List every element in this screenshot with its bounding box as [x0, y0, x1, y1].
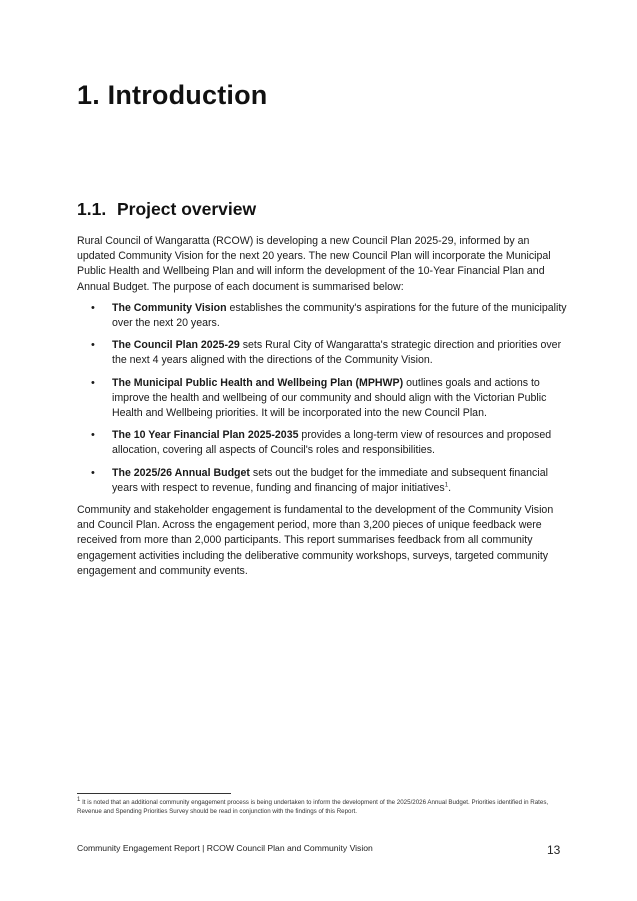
list-item	[77, 466, 567, 496]
list-item-bold: The Council Plan 2025-29	[112, 339, 240, 352]
list-item	[77, 428, 567, 458]
footnote-text: It is noted that an additional community engagement process is being undertaken to inform the development of the 2025/2026 Annual Budget. Priorities identified in Rates, Revenue and Spending Priorities Survey should be read in conjunction with the findings of this Report.	[77, 799, 549, 816]
bullet-icon: •	[91, 301, 95, 314]
intro-paragraph: Rural Council of Wangaratta (RCOW) is developing a new Council Plan 2025-29, informed by an updated Community Vision for the next 20 years. The new Council Plan will incorporate the Municipal Public Health and Wellbeing Plan and will inform the development of the 10-Year Financial Plan and Annual Budget. The purpose of each document is summarised below:	[77, 235, 551, 293]
list-item	[77, 376, 567, 422]
page-number: 13	[547, 843, 561, 857]
list-item-tail: .	[448, 481, 452, 494]
footnote-marker: 1	[77, 796, 81, 803]
closing-paragraph: Community and stakeholder engagement is fundamental to the development of the Community Vision and Council Plan. Across the engagement period, more than 3,200 pieces of unique feedback were received from more than 2,000 participants. This report summarises feedback from all community engagement activities including the deliberative community workshops, surveys, targeted community engagement and community events.	[77, 504, 554, 577]
list-item-text: provides a long-term view of resources and proposed allocation, covering all aspects of Council's roles and responsibilities.	[112, 429, 552, 457]
page-footer: Community Engagement Report | RCOW Council Plan and Community Vision	[77, 843, 373, 853]
footnote-divider	[77, 793, 231, 794]
list-item-bold: The Community Vision	[112, 301, 227, 314]
document-list	[77, 301, 567, 496]
list-item-text: establishes the community's aspirations for the future of the municipality over the next 20 years.	[112, 301, 567, 330]
footnote	[77, 798, 557, 816]
list-item-text: sets out the budget for the immediate and subsequent financial years with respect to revenue, funding and financing of major initiatives	[112, 466, 548, 494]
section-title: Project overview	[117, 199, 257, 219]
list-item-bold: The Municipal Public Health and Wellbeing Plan (MPHWP)	[112, 376, 404, 389]
list-item	[77, 301, 567, 331]
section-heading	[77, 199, 256, 220]
footnote-reference[interactable]: 1	[444, 482, 449, 489]
bullet-icon: •	[91, 429, 95, 442]
list-item	[77, 338, 567, 368]
bullet-icon: •	[91, 339, 95, 352]
page-heading: 1. Introduction	[77, 80, 268, 110]
list-item-text: sets Rural City of Wangaratta's strategic direction and priorities over the next 4 years aligned with the directions of the Community Vision.	[112, 339, 562, 367]
list-item-bold: The 2025/26 Annual Budget	[112, 466, 250, 479]
section-number: 1.1.	[77, 199, 107, 219]
body-text	[77, 234, 567, 585]
list-item-text: outlines goals and actions to improve the health and wellbeing of our community and should align with the Victorian Public Health and Wellbeing priorities. It will be incorporated into the new Council Plan.	[112, 376, 547, 420]
list-item-bold: The 10 Year Financial Plan 2025-2035	[112, 429, 299, 442]
bullet-icon: •	[91, 376, 95, 389]
bullet-icon: •	[91, 466, 95, 479]
